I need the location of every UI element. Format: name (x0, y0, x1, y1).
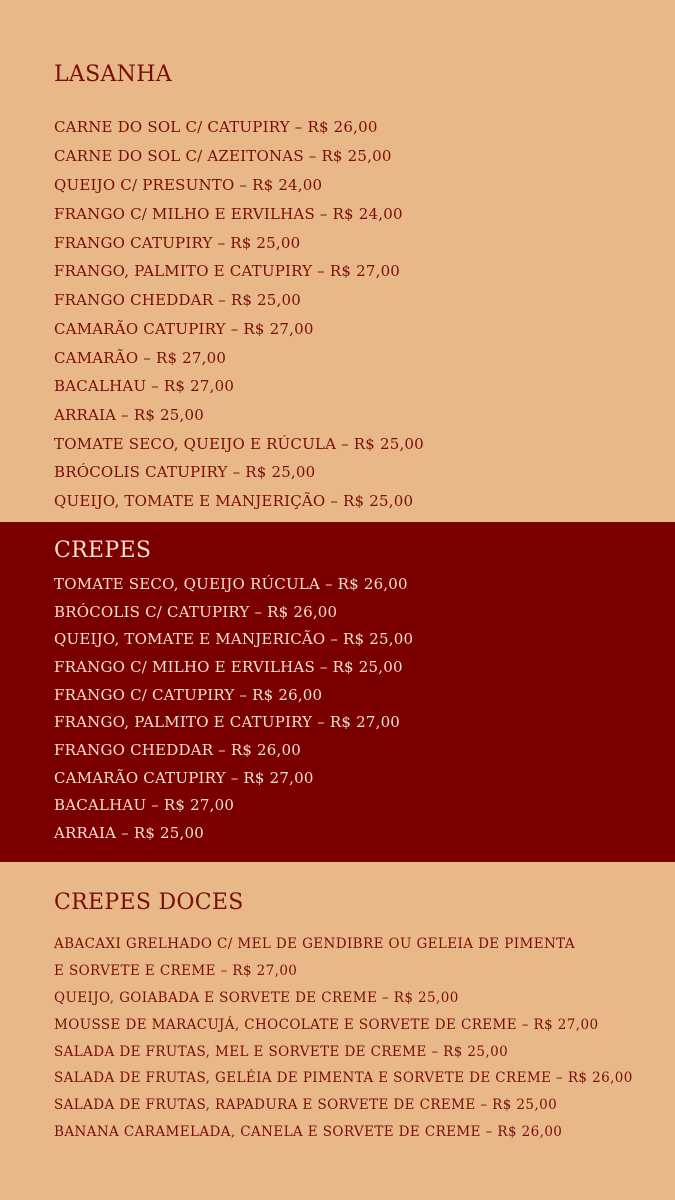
menu-item: FRANGO, PALMITO E CATUPIRY – R$ 27,00 (54, 262, 401, 280)
menu-item: SALADA DE FRUTAS, RAPADURA E SORVETE DE CREME – R$ 25,00 (54, 1097, 558, 1113)
menu-item: BACALHAU – R$ 27,00 (54, 796, 235, 814)
menu-item: BRÓCOLIS CATUPIRY – R$ 25,00 (54, 463, 316, 481)
menu-item: FRANGO CHEDDAR – R$ 25,00 (54, 291, 301, 309)
menu-item: FRANGO CHEDDAR – R$ 26,00 (54, 741, 301, 759)
menu-item: CARNE DO SOL C/ CATUPIRY – R$ 26,00 (54, 118, 378, 136)
menu-item: CAMARÃO – R$ 27,00 (54, 349, 227, 367)
menu-item: BANANA CARAMELADA, CANELA E SORVETE DE CREME – R$ 26,00 (54, 1124, 563, 1140)
menu-item: QUEIJO, GOIABADA E SORVETE DE CREME – R$ 25,00 (54, 990, 459, 1006)
menu-item: BRÓCOLIS C/ CATUPIRY – R$ 26,00 (54, 603, 338, 621)
crepes-doces-title: CREPES DOCES (54, 890, 244, 915)
menu-item: SALADA DE FRUTAS, MEL E SORVETE DE CREME – R$ 25,00 (54, 1044, 509, 1060)
menu-item: FRANGO, PALMITO E CATUPIRY – R$ 27,00 (54, 713, 401, 731)
menu-item: ARRAIA – R$ 25,00 (54, 406, 204, 424)
menu-item: SALADA DE FRUTAS, GELÉIA DE PIMENTA E SORVETE DE CREME – R$ 26,00 (54, 1070, 633, 1086)
menu-item: TOMATE SECO, QUEIJO RÚCULA – R$ 26,00 (54, 575, 408, 593)
menu-item: CAMARÃO CATUPIRY – R$ 27,00 (54, 320, 314, 338)
menu-item: QUEIJO, TOMATE E MANJERIÇÃO – R$ 25,00 (54, 492, 414, 510)
menu-item: E SORVETE E CREME – R$ 27,00 (54, 963, 298, 979)
crepes-title: CREPES (54, 538, 152, 563)
lasanha-section (0, 0, 675, 522)
menu-item: ARRAIA – R$ 25,00 (54, 824, 204, 842)
menu-item: FRANGO C/ MILHO E ERVILHAS – R$ 24,00 (54, 205, 403, 223)
menu-item: MOUSSE DE MARACUJÁ, CHOCOLATE E SORVETE DE CREME – R$ 27,00 (54, 1017, 599, 1033)
lasanha-title: LASANHA (54, 62, 172, 87)
menu-item: FRANGO C/ MILHO E ERVILHAS – R$ 25,00 (54, 658, 403, 676)
menu-item: ABACAXI GRELHADO C/ MEL DE GENDIBRE OU GELEIA DE PIMENTA (54, 936, 575, 952)
crepes-doces-section (0, 862, 675, 1200)
menu-item: CAMARÃO CATUPIRY – R$ 27,00 (54, 769, 314, 787)
menu-item: QUEIJO, TOMATE E MANJERICÃO – R$ 25,00 (54, 630, 414, 648)
menu-item: FRANGO C/ CATUPIRY – R$ 26,00 (54, 686, 323, 704)
menu-item: CARNE DO SOL C/ AZEITONAS – R$ 25,00 (54, 147, 392, 165)
crepes-section (0, 522, 675, 862)
menu-item: FRANGO CATUPIRY – R$ 25,00 (54, 234, 301, 252)
menu-item: QUEIJO C/ PRESUNTO – R$ 24,00 (54, 176, 323, 194)
menu-item: BACALHAU – R$ 27,00 (54, 377, 235, 395)
menu-item: TOMATE SECO, QUEIJO E RÚCULA – R$ 25,00 (54, 435, 424, 453)
